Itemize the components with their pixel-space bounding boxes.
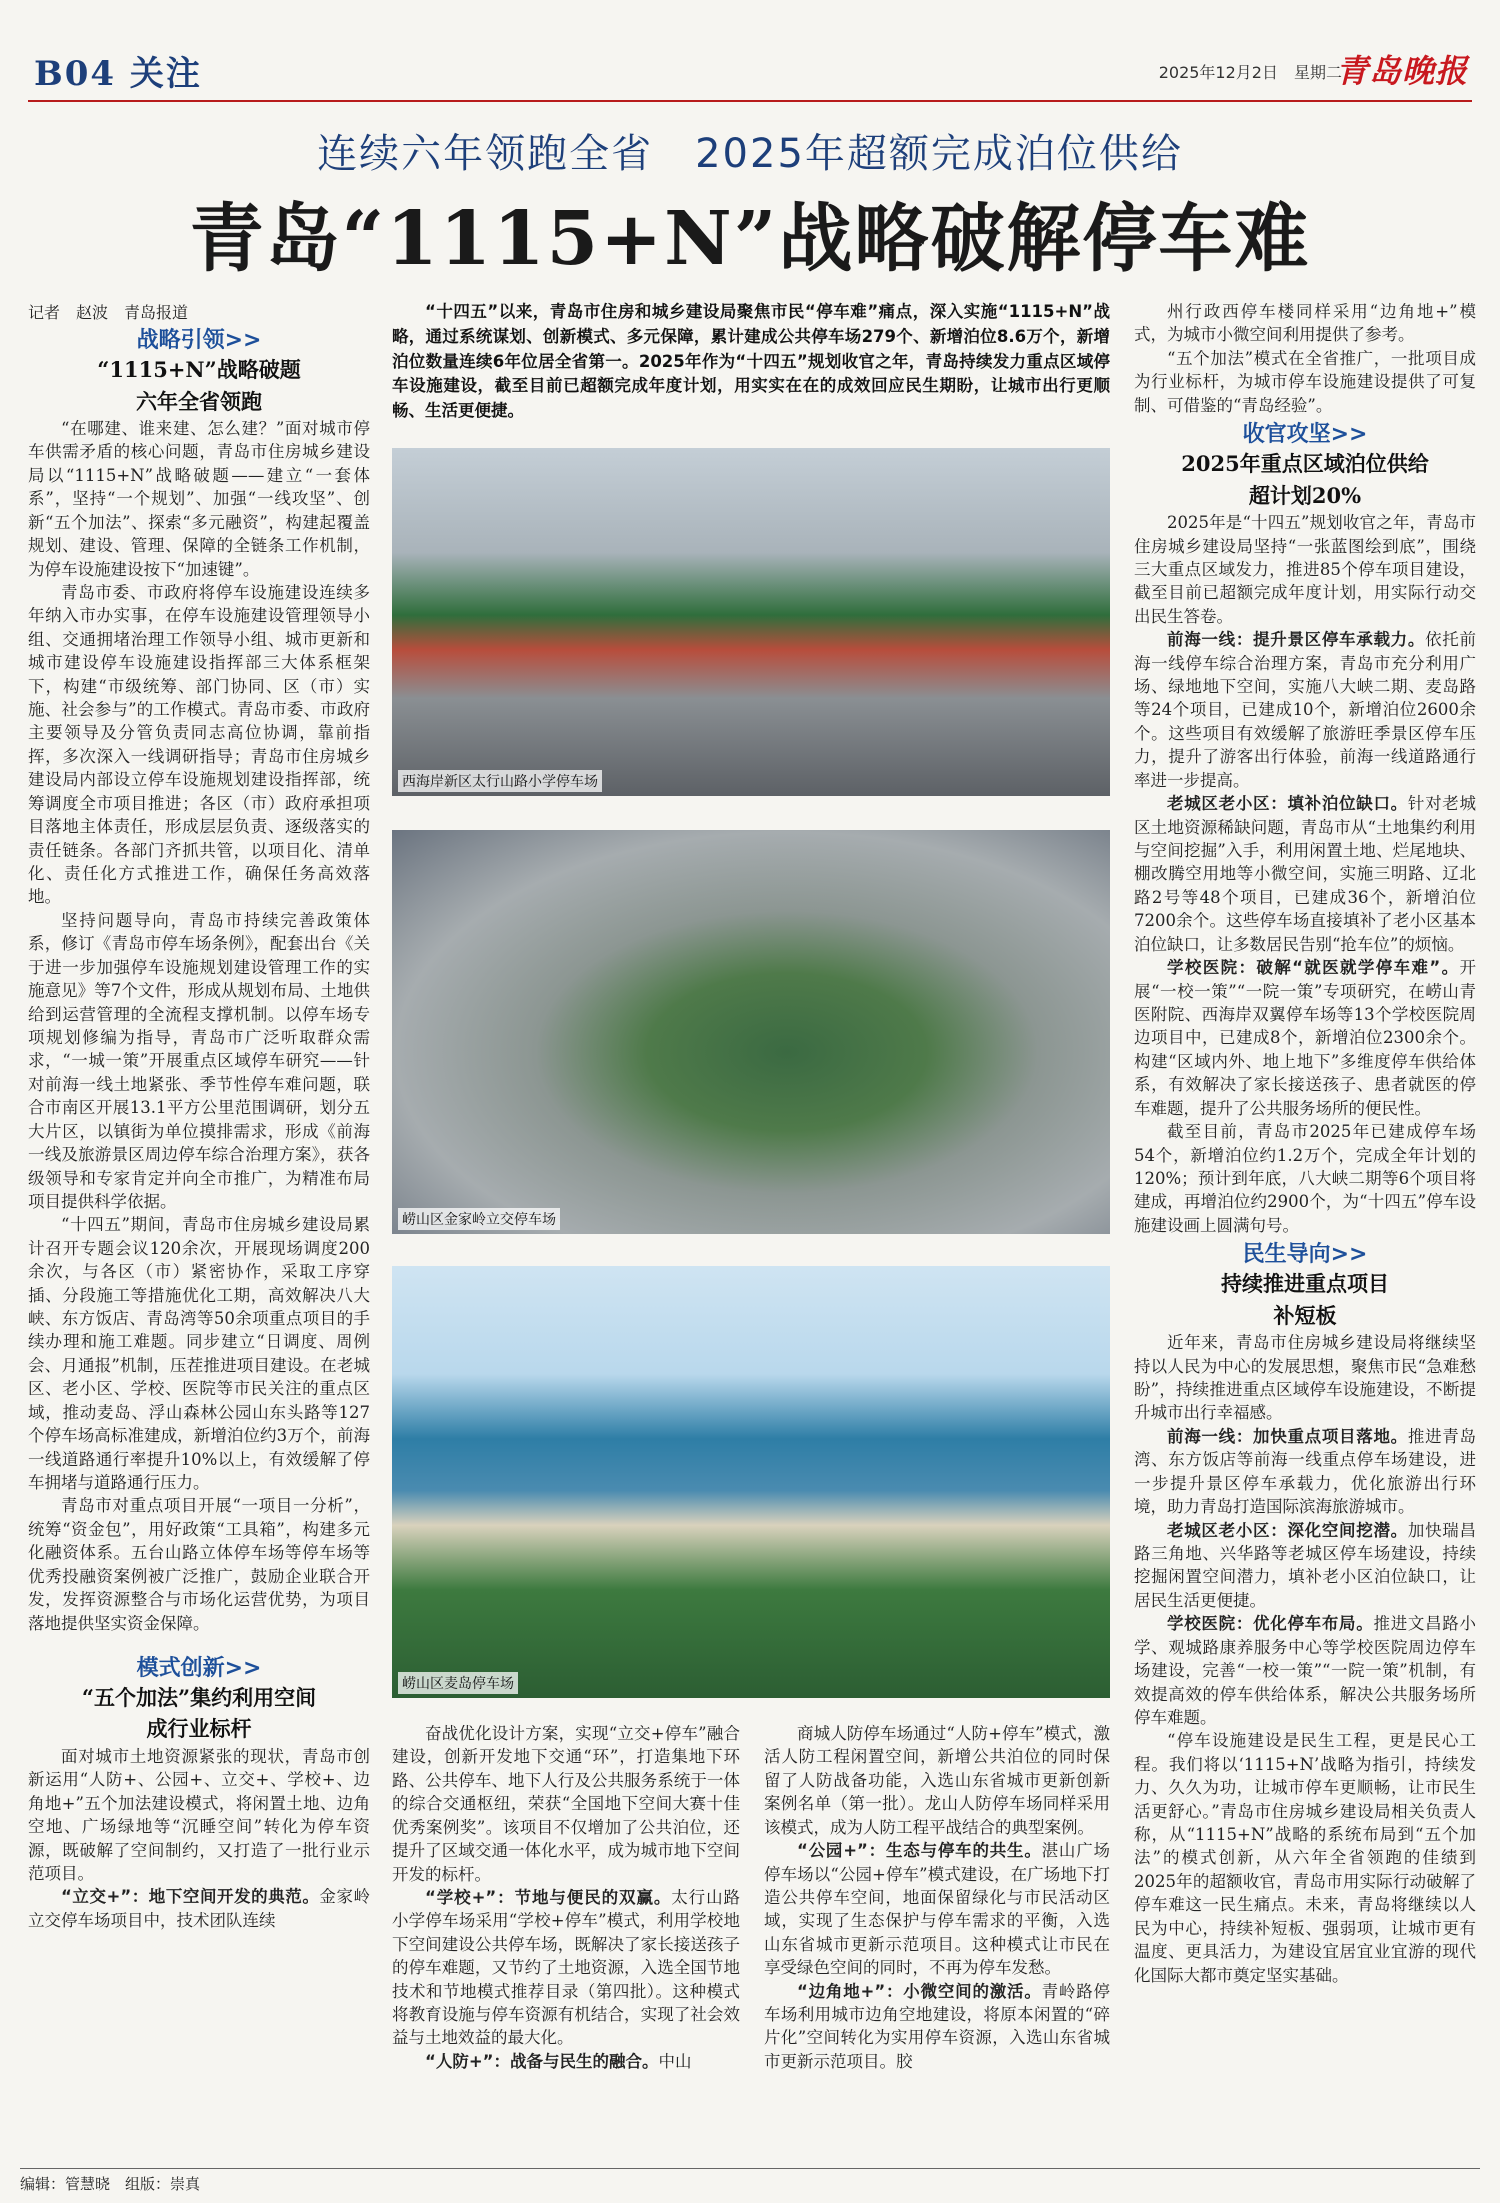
photo-caption: 西海岸新区太行山路小学停车场 (398, 770, 602, 792)
column-4 (1134, 300, 1476, 1987)
paragraph: 青岛市对重点项目开展“一项目一分析”，统筹“资金包”，用好政策“工具箱”，构建多元化融资体系。五台山路立体停车场等停车场等优秀投融资案例被广泛推广，鼓励企业联合开发，发挥资源整合与市场化运营优势，为项目落地提供坚实资金保障。 (28, 1496, 370, 1633)
section-label-strategy: 战略引领>> (136, 328, 262, 353)
paragraph: 州行政西停车楼同样采用“边角地+”模式，为城市小微空间利用提供了参考。 (1134, 302, 1476, 345)
paragraph: “公园+”：生态与停车的共生。湛山广场停车场以“公园+停车”模式建设，在广场地下打造公共停车空间，地面保留绿化与市民活动区域，实现了生态保护与停车需求的平衡，入选山东省城市更新示范项目。这种模式让市民在享受绿色空间的同时，不再为停车发愁。 (764, 1841, 1111, 1978)
column-2-bottom (392, 1722, 740, 2073)
paragraph: 商城人防停车场通过“人防+停车”模式，激活人防工程闲置空间，新增公共泊位的同时保留了人防战备功能，入选山东省城市更新创新案例名单（第一批）。龙山人防停车场同样采用该模式，成为人防工程平战结合的典型案例。 (764, 1724, 1110, 1837)
paragraph: 老城区老小区：填补泊位缺口。针对老城区土地资源稀缺问题，青岛市从“土地集约利用与空间挖掘”入手，利用闲置土地、烂尾地块、棚改腾空用地等小微空间，实施三明路、辽北路2号等48个项目，已建成36个，新增泊位7200余个。这些停车场直接填补了老小区基本泊位缺口，让多数居民告别“抢车位”的烦恼。 (1134, 794, 1477, 954)
paragraph: 青岛市委、市政府将停车设施建设连续多年纳入市办实事，在停车设施建设管理领导小组、交通拥堵治理工作领导小组、城市更新和城市建设停车设施建设指挥部三大体系框架下，构建“市级统筹、部门协同、区（市）实施、社会参与”的工作模式。青岛市委、市政府主要领导及分管负责同志高位协调，靠前指挥，多次深入一线调研指导；青岛市住房城乡建设局内部设立停车设施规划建设指挥部，统筹调度全市项目推进；各区（市）政府承担项目落地主体责任，形成层层负责、逐级落实的责任链条。各部门齐抓共管，以项目化、清单化、责任化方式推进工作，确保任务高效落地。 (28, 582, 370, 907)
section-label-finale: 收官攻坚>> (1242, 422, 1368, 448)
paragraph: 学校医院：优化停车布局。推进文昌路小学、观城路康养服务中心等学校医院周边停车场建设，完善“一校一策”“一院一策”机制，有效提高效的停车供给体系，解决公共服务场所停车难题。 (1134, 1614, 1477, 1727)
article-headline: 青岛“1115+N”战略破解停车难 (189, 196, 1311, 282)
paragraph: 截至目前，青岛市2025年已建成停车场54个，新增泊位约1.2万个，完成全年计划的120%；预计到年底，八大峡二期等6个项目将建成，再增泊位约2900个，为“十四五”停车设施建设画上圆满句号。 (1134, 1122, 1476, 1235)
byline: 记者 赵波 青岛报道 (28, 303, 189, 322)
page-header (28, 40, 1472, 102)
column-3-bottom (764, 1722, 1110, 2073)
paragraph: 学校医院：破解“就医就学停车难”。开展“一校一策”“一院一策”专项研究，在崂山青医附院、西海岸双翼停车场等13个学校医院周边项目中，已建成8个，新增泊位2300余个。构建“区域内外、地上地下”多维度停车供给体系，有效解决了家长接送孩子、患者就医的停车难题，提升了公共服务场所的便民性。 (1134, 958, 1476, 1118)
paragraph: “在哪建、谁来建、怎么建？”面对城市停车供需矛盾的核心问题，青岛市住房城乡建设局以“1115+N”战略破题——建立“一套体系”，坚持“一个规划”、加强“一线攻坚”、创新“五个加法”、探索“多元融资”，构建起覆盖规划、建设、管理、保障的全链条工作机制，为停车设施建设按下“加速键”。 (28, 419, 370, 579)
page-label: B04 关注 (34, 54, 202, 94)
paragraph: 奋战优化设计方案，实现“立交+停车”融合建设，创新开发地下交通“环”，打造集地下环路、公共停车、地下人行及公共服务系统于一体的综合交通枢纽，荣获“全国地下空间大赛十佳优秀案例奖”。该项目不仅增加了公共泊位，还提升了区域交通一体化水平，成为城市地下空间开发的标杆。 (392, 1724, 740, 1884)
paragraph: “停车设施建设是民生工程，更是民心工程。我们将以‘1115+N’战略为指引，持续发力、久久为功，让城市停车更顺畅，让市民生活更舒心。”青岛市住房城乡建设局相关负责人称，从“1115+N”战略的系统布局到“五个加法”的模式创新，从六年全省领跑的佳绩到2025年的超额收官，青岛市用实际行动破解了停车难这一民生痛点。未来，青岛将继续以人民为中心，持续补短板、强弱项，让城市更有温度、更具活力，为建设宜居宜业宜游的现代化国际大都市奠定坚实基础。 (1134, 1731, 1476, 1985)
paragraph: “学校+”：节地与便民的双赢。太行山路小学停车场采用“学校+停车”模式，利用学校地下空间建设公共停车场，既解决了家长接送孩子的停车难题，又节约了土地资源，入选全国节地技术和节地模式推荐目录（第四批）。这种模式将教育设施与停车资源有机结合，实现了社会效益与土地效益的最大化。 (392, 1887, 740, 2048)
page-footer: 编辑：管慧晓 组版：崇真 (20, 2168, 1480, 2194)
issue-date (1159, 60, 1342, 83)
photo-maidao-parking (392, 1266, 1110, 1698)
newspaper-masthead: 青岛晚报 (1335, 52, 1468, 90)
paragraph: “五个加法”模式在全省推广，一批项目成为行业标杆，为城市停车设施建设提供了可复制、可借鉴的“青岛经验”。 (1134, 348, 1476, 415)
paragraph: 近年来，青岛市住房城乡建设局将继续坚持以人民为中心的发展思想，聚焦市民“急难愁盼”，持续推进重点区域停车设施建设，不断提升城市出行幸福感。 (1134, 1333, 1476, 1423)
paragraph: “十四五”期间，青岛市住房城乡建设局累计召开专题会议120余次，开展现场调度200余次，与各区（市）紧密协作，采取工序穿插、分段施工等措施优化工期，高效解决八大峡、东方饭店、青岛湾等50余项重点项目的手续办理和施工难题。同步建立“日调度、周例会、月通报”机制，压茬推进项目建设。在老城区、老小区、学校、医院等市民关注的重点区域，推动麦岛、浮山森林公园山东头路等127个停车场高标准建成，新增泊位约3万个，前海一线道路通行率提升10%以上，有效缓解了停车拥堵与道路通行压力。 (28, 1215, 370, 1492)
article-intro: “十四五”以来，青岛市住房和城乡建设局聚焦市民“停车难”痛点，深入实施“1115+N”战略，通过系统谋划、创新模式、多元保障，累计建成公共停车场279个、新增泊位8.6万个，新增泊位数量连续6年位居全省第一。2025年作为“十四五”规划收官之年，青岛持续发力重点区域停车设施建设，截至目前已超额完成年度计划，用实实在在的成效回应民生期盼，让城市出行更顺畅、生活更便捷。 (392, 302, 1110, 420)
section-heading-finale: 2025年重点区域泊位供给 超计划20% (1181, 451, 1429, 508)
paragraph: 2025年是“十四五”规划收官之年，青岛市住房城乡建设局坚持“一张蓝图绘到底”，围绕三大重点区域发力，推进85个停车项目建设，截至目前已超额完成年度计划，用实际行动交出民生答卷。 (1134, 513, 1476, 626)
photo-caption: 崂山区金家岭立交停车场 (398, 1208, 560, 1230)
section-label-innovation: 模式创新>> (136, 1655, 262, 1681)
column-1 (28, 300, 370, 1932)
paragraph: 老城区老小区：深化空间挖潜。加快瑞昌路三角地、兴华路等老城区停车场建设，持续挖掘闲置空间潜力，填补老小区泊位缺口，让居民生活更便捷。 (1134, 1520, 1477, 1610)
photo-jinjialing-interchange (392, 830, 1110, 1234)
photo-caption: 崂山区麦岛停车场 (398, 1672, 518, 1694)
photo-taihangshan-parking (392, 448, 1110, 796)
paragraph: 坚持问题导向，青岛市持续完善政策体系，修订《青岛市停车场条例》，配套出台《关于进一步加强停车设施规划建设管理工作的实施意见》等7个文件，形成从规划布局、土地供给到运营管理的全流程支撑机制。以停车场专项规划修编为指导，青岛市广泛听取群众需求，“一城一策”开展重点区域停车研究——针对前海一线土地紧张、季节性停车难问题，联合市南区开展13.1平方公里范围调研，划分五大片区，以镇街为单位摸排需求，形成《前海一线及旅游景区周边停车综合治理方案》，获各级领导和专家肯定并向全市推广，为精准布局项目提供科学依据。 (28, 910, 370, 1211)
paragraph: 前海一线：提升景区停车承载力。依托前海一线停车综合治理方案，青岛市充分利用广场、绿地地下空间，实施八大峡二期、麦岛路等24个项目，已建成10个，新增泊位2600余个。这些项目有效缓解了旅游旺季景区停车压力，提升了游客出行体验，前海一线道路通行率进一步提高。 (1134, 630, 1477, 790)
paragraph: 面对城市土地资源紧张的现状，青岛市创新运用“人防+、公园+、立交+、学校+、边角地+”五个加法建设模式，将闲置土地、边角空地、广场绿地等“沉睡空间”转化为停车资源，既破解了空间制约，又打造了一批行业示范项目。 (28, 1746, 370, 1884)
article-subtitle: 连续六年领跑全省 2025年超额完成泊位供给 (317, 131, 1183, 177)
section-heading-strategy: “1115+N”战略破题 六年全省领跑 (97, 357, 301, 414)
date-text: 2025年12月2日 (1158, 63, 1278, 82)
paragraph: “边角地+”：小微空间的激活。青岭路停车场利用城市边角空地建设，将原本闲置的“碎片化”空间转化为实用停车资源，入选山东省城市更新示范项目。胶 (764, 1981, 1111, 2071)
section-heading-livelihood: 持续推进重点项目 补短板 (1221, 1271, 1389, 1328)
paragraph: “人防+”：战备与民生的融合。中山 (425, 2051, 692, 2071)
weekday-text: 星期二 (1293, 63, 1342, 82)
paragraph: 前海一线：加快重点项目落地。推进青岛湾、东方饭店等前海一线重点停车场建设，进一步提升景区停车承载力，优化旅游出行环境，助力青岛打造国际滨海旅游城市。 (1134, 1426, 1477, 1517)
section-heading-innovation: “五个加法”集约利用空间 成行业标杆 (81, 1684, 317, 1742)
paragraph: “立交+”：地下空间开发的典范。金家岭立交停车场项目中，技术团队连续 (28, 1887, 371, 1930)
section-label-livelihood: 民生导向>> (1242, 1242, 1368, 1268)
